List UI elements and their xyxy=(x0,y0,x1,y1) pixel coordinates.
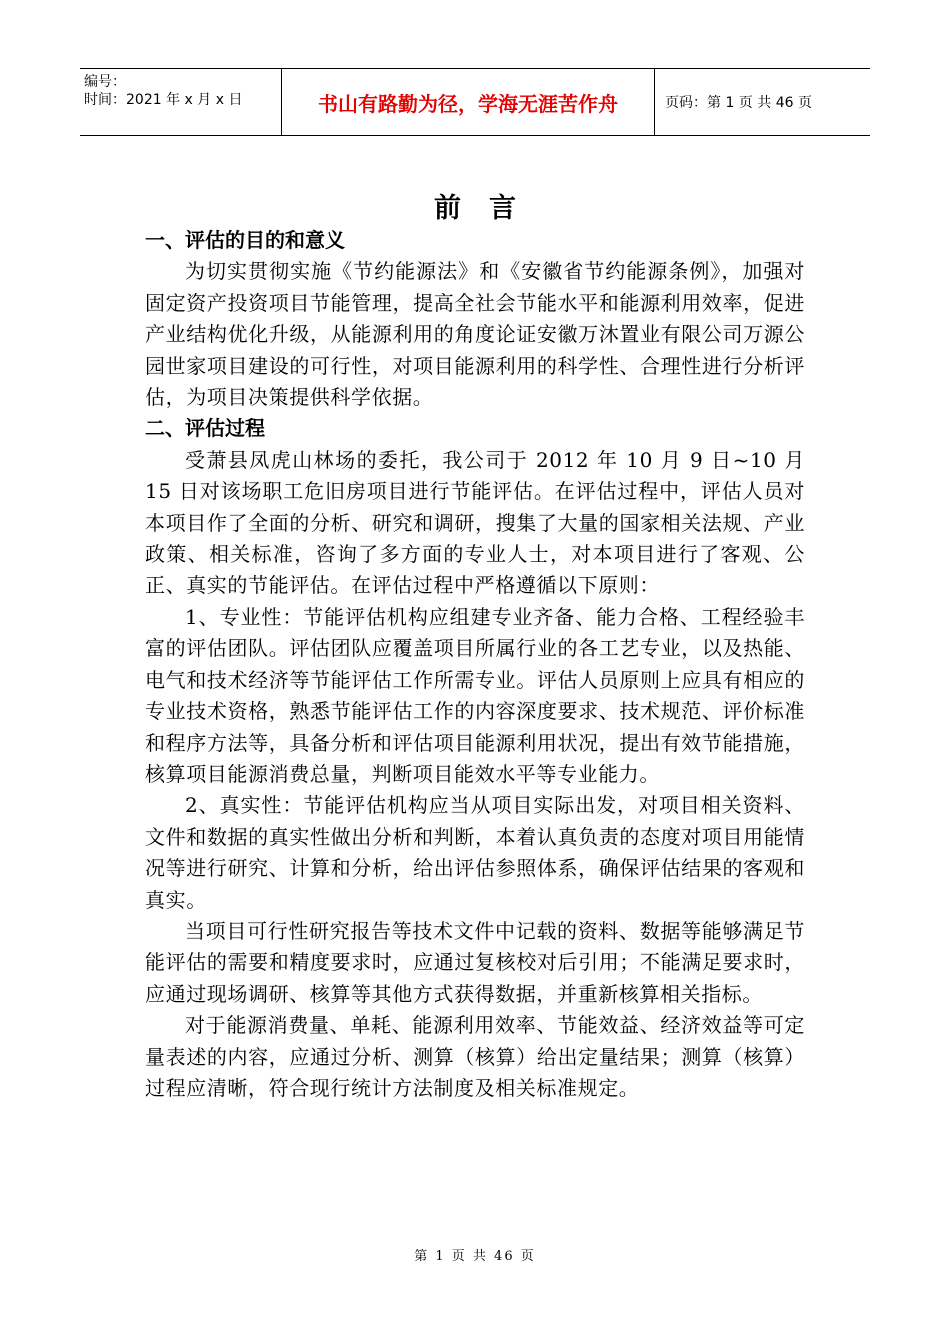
paragraph: 1、专业性：节能评估机构应组建专业齐备、能力合格、工程经验丰富的评估团队。评估团队应覆盖项目所属行业的各工艺专业，以及热能、电气和技术经济等节能评估工作所需专业。评估人员原则上应具有相应的专业技术资格，熟悉节能评估工作的内容深度要求、技术规范、评价标准和程序方法等，具备分析和评估项目能源利用状况，提出有效节能措施，核算项目能源消费总量，判断项目能效水平等专业能力。 xyxy=(145,604,805,786)
section-heading-purpose: 一、评估的目的和意义 xyxy=(145,228,345,252)
paragraph: 2、真实性：节能评估机构应当从项目实际出发，对项目相关资料、文件和数据的真实性做出分析和判断，本着认真负责的态度对项目用能情况等进行研究、计算和分析，给出评估参照体系，确保评估结果的客观和真实。 xyxy=(145,793,805,912)
document-body xyxy=(145,225,805,1104)
paragraph: 受萧县凤虎山林场的委托，我公司于 2012 年 10 月 9 日~10 月 15 日对该场职工危旧房项目进行节能评估。在评估过程中，评估人员对本项目作了全面的分析、研究和调研，搜集了大量的国家相关法规、产业政策、相关标准，咨询了多方面的专业人士，对本项目进行了客观、公正、真实的节能评估。在评估过程中严格遵循以下原则： xyxy=(145,447,805,598)
document-number-label: 编号： xyxy=(84,74,126,90)
header-page-info: 页码：第 1 页 共 46 页 xyxy=(665,95,812,111)
paragraph: 为切实贯彻实施《节约能源法》和《安徽省节约能源条例》，加强对固定资产投资项目节能管理，提高全社会节能水平和能源利用效率，促进产业结构优化升级，从能源利用的角度论证安徽万沐置业有限公司万源公园世家项目建设的可行性，对项目能源利用的科学性、合理性进行分析评估，为项目决策提供科学依据。 xyxy=(145,259,805,410)
page-footer: 第 1 页 共 46 页 xyxy=(414,1249,536,1264)
page-title: 前言 xyxy=(434,193,544,224)
paragraph: 对于能源消费量、单耗、能源利用效率、节能效益、经济效益等可定量表述的内容，应通过分析、测算（核算）给出定量结果；测算（核算）过程应清晰，符合现行统计方法制度及相关标准规定。 xyxy=(145,1013,805,1100)
paragraph: 当项目可行性研究报告等技术文件中记载的资料、数据等能够满足节能评估的需要和精度要求时，应通过复核校对后引用；不能满足要求时，应通过现场调研、核算等其他方式获得数据，并重新核算相关指标。 xyxy=(145,918,805,1006)
header-meta-cell xyxy=(80,69,282,135)
header-motto: 书山有路勤为径，学海无涯苦作舟 xyxy=(282,69,655,135)
document-date-label: 时间：2021 年 x 月 x 日 xyxy=(84,92,243,108)
document-header xyxy=(80,68,870,136)
section-heading-process: 二、评估过程 xyxy=(145,416,265,441)
